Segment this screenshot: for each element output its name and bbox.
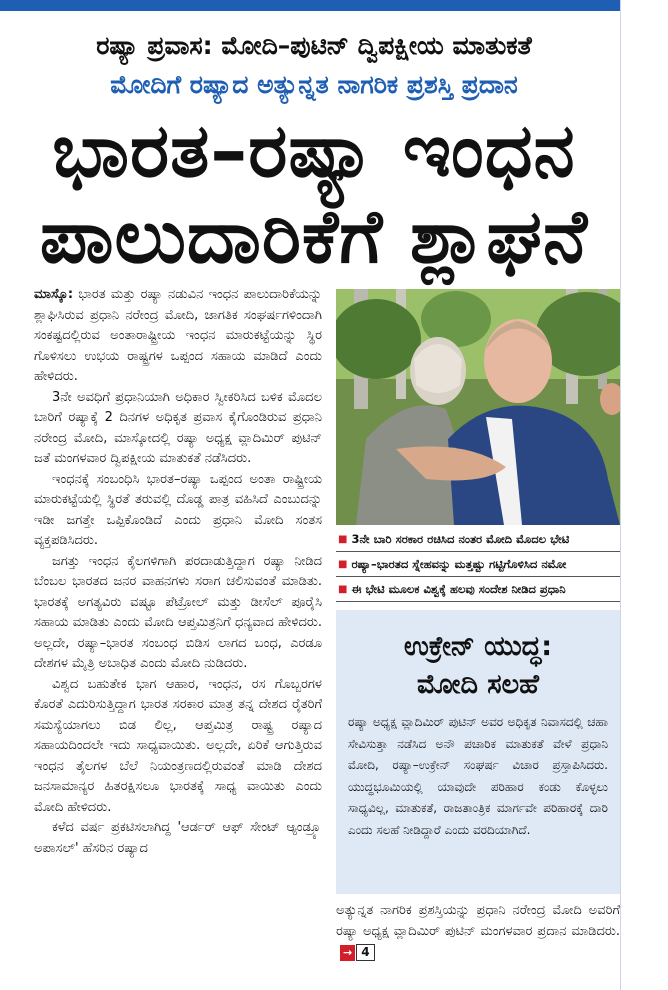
dateline: ಮಾಸ್ಕೊ: [34,287,74,302]
article-paragraph: ವಿಶ್ವದ ಬಹುತೇಕ ಭಾಗ ಆಹಾರ, ಇಂಧನ, ರಸ ಗೊಬ್ಬರಗಳ ಕೊರತೆ ಎದುರಿಸುತ್ತಿದ್ದಾಗ ಭಾರತ ಸರಕಾರ ಮಾತ್ರ ತನ್ನ ದೇಶದ ರೈತರಿಗೆ ಸಮಸ್ಯೆಯಾಗಲು ಬಿಡ ಲಿಲ್ಲ, ಆಪ್ತಮಿತ್ರ ರಾಷ್ಟ್ರ ರಷ್ಯಾದ ಸಹಾಯದಿಂದಲೇ ಇದು ಸಾಧ್ಯವಾಯಿತು. ಅಲ್ಲದೇ, ಏರಿಕೆ ಆಗುತ್ತಿರುವ ಇಂಧನ ತೈಲಗಳ ಬೆಲೆ ನಿಯಂತ್ರಣದಲ್ಲಿರುವಂತೆ ಮಾಡಿ ದೇಶದ ಜನಸಾಮಾನ್ಯರ ಹಿತರಕ್ಷಿಸಲೂ ಭಾರತಕ್ಕೆ ಸಾಧ್ಯ ವಾಯಿತು ಎಂದು ಮೋದಿ ಹೇಳಿದರು. [34,676,322,815]
article-body [34,285,322,859]
article-paragraph: 3ನೇ ಅವಧಿಗೆ ಪ್ರಧಾನಿಯಾಗಿ ಅಧಿಕಾರ ಸ್ವೀಕರಿಸಿದ ಬಳಿಕ ಮೊದಲ ಬಾರಿಗೆ ರಷ್ಯಾಕ್ಕೆ 2 ದಿನಗಳ ಅಧಿಕೃತ ಪ್ರವಾಸ ಕೈಗೊಂಡಿರುವ ಪ್ರಧಾನಿ ನರೇಂದ್ರ ಮೋದಿ, ಮಾಸ್ಕೋದಲ್ಲಿ ರಷ್ಯಾ ಅಧ್ಯಕ್ಷ ವ್ಲಾದಿಮಿರ್ ಪುಟಿನ್ ಜತೆ ಮಂಗಳವಾರ ದ್ವಿಪಕ್ಷೀಯ ಮಾತುಕತೆ ನಡೆಸಿದರು. [34,389,322,466]
ukraine-war-sidebox [336,610,620,894]
kicker-headline: ರಷ್ಯಾ ಪ್ರವಾಸ: ಮೋದಿ–ಪುಟಿನ್ ದ್ವಿಪಕ್ಷೀಯ ಮಾತುಕತೆ [96,31,532,60]
sidebox-body: ರಷ್ಯಾ ಅಧ್ಯಕ್ಷ ವ್ಲಾದಿಮಿರ್ ಪುಟಿನ್ ಅವರ ಅಧಿಕೃತ ನಿವಾಸದಲ್ಲಿ ಚಹಾ ಸೇವಿಸುತ್ತಾ ನಡೆಸಿದ ಅನೌ ಪಚಾರಿಕ ಮಾತುಕತೆ ವೇಳೆ ಪ್ರಧಾನಿ ಮೋದಿ, ರಷ್ಯಾ–ಉಕ್ರೇನ್ ಸಂಘರ್ಷ ವಿಚಾರ ಪ್ರಸ್ತಾಪಿಸಿದರು. ಯುದ್ಧಭೂಮಿಯಲ್ಲಿ ಯಾವುದೇ ಪರಿಹಾರ ಕಂಡು ಕೊಳ್ಳಲು ಸಾಧ್ಯವಿಲ್ಲ, ಮಾತುಕತೆ, ರಾಜತಾಂತ್ರಿಕ ಮಾರ್ಗವೇ ಪರಿಹಾರಕ್ಕೆ ದಾರಿ ಎಂದು ಸಲಹೆ ನೀಡಿದ್ದಾರೆ ಎಂದು ವರದಿಯಾಗಿದೆ. [348,715,608,837]
main-headline [16,108,612,280]
article-paragraph: ಮಾಸ್ಕೊ: ಭಾರತ ಮತ್ತು ರಷ್ಯಾ ನಡುವಿನ ಇಂಧನ ಪಾಲುದಾರಿಕೆಯನ್ನು ಶ್ಲಾಘಿಸಿರುವ ಪ್ರಧಾನಿ ನರೇಂದ್ರ ಮೋದಿ, ಜಾಗತಿಕ ಸಂಘರ್ಷಗಳಿಂದಾಗಿ ಸಂಕಷ್ಟದಲ್ಲಿರುವ ಅಂತಾರಾಷ್ಟ್ರೀಯ ಇಂಧನ ಮಾರುಕಟ್ಟೆಯನ್ನು ಸ್ಥಿರ ಗೊಳಿಸಲು ಉಭಯ ರಾಷ್ಟ್ರಗಳ ಒಪ್ಪಂದ ಸಹಾಯ ಮಾಡಿದೆ ಎಂದು ಹೇಳಿದರು. [34,287,322,384]
photo-caption: ■ 3ನೇ ಬಾರಿ ಸರಕಾರ ರಚಿಸಿದ ನಂತರ ಮೋದಿ ಮೊದಲ ಭೇಟಿ [336,527,620,552]
photo-illustration [336,289,620,525]
headline-line-2: ಪಾಲುದಾರಿಕೆಗೆ ಶ್ಲಾಘನೆ [39,194,589,280]
sub-headline: ಮೋದಿಗೆ ರಷ್ಯಾದ ಅತ್ಯುನ್ನತ ನಾಗರಿಕ ಪ್ರಶಸ್ತಿ ಪ್ರದಾನ [110,70,518,99]
photo-caption: ■ ರಷ್ಯಾ–ಭಾರತದ ಸ್ನೇಹವನ್ನು ಮತ್ತಷ್ಟು ಗಟ್ಟಿಗೊಳಿಸಿದ ನಮೋ [336,552,620,577]
top-color-bar [0,0,620,11]
red-square-bullet-icon: ■ [338,583,348,595]
headline-line-1: ಭಾರತ–ರಷ್ಯಾ ಇಂಧನ [52,108,576,194]
article-paragraph: ಇಂಧನಕ್ಕೆ ಸಂಬಂಧಿಸಿ ಭಾರತ–ರಷ್ಯಾ ಒಪ್ಪಂದ ಅಂತಾ ರಾಷ್ಟ್ರೀಯ ಮಾರುಕಟ್ಟೆಯಲ್ಲಿ ಸ್ಥಿರತೆ ತರುವಲ್ಲಿ ದೊಡ್ಡ ಪಾತ್ರ ವಹಿಸಿದೆ ಎಂಬುದನ್ನು ಇಡೀ ಜಗತ್ತೇ ಒಪ್ಪಿಕೊಂಡಿದೆ ಎಂದು ಪ್ರಧಾನಿ ಮೋದಿ ಸಂತಸ ವ್ಯಕ್ತಪಡಿಸಿದರು. [34,471,322,548]
red-square-bullet-icon: ■ [338,558,348,570]
photo-caption: ■ ಈ ಭೇಟಿ ಮೂಲಕ ವಿಶ್ವಕ್ಕೆ ಹಲವು ಸಂದೇಶ ನೀಡಿದ ಪ್ರಧಾನಿ [336,577,620,602]
article-paragraph: ಜಗತ್ತು ಇಂಧನ ಕೈಲಗಳಿಗಾಗಿ ಪರದಾಡುತ್ತಿದ್ದಾಗ ರಷ್ಯಾ ನೀಡಿದ ಬೆಂಬಲ ಭಾರತದ ಜನರ ವಾಹನಗಳು ಸರಾಗ ಚಲಿಸುವಂತೆ ಮಾಡಿತು. ಭಾರತಕ್ಕೆ ಅಗತ್ಯವಿರು ವಷ್ಟೂ ಪೆಟ್ರೋಲ್ ಮತ್ತು ಡೀಸೆಲ್ ಪೂರೈಸಿ ಸಹಾಯ ಮಾಡಿತು ಎಂದು ಮೋದಿ ಆಪ್ತಮಿತ್ರನಿಗೆ ಧನ್ಯವಾದ ಹೇಳಿದರು. ಅಲ್ಲದೇ, ರಷ್ಯಾ–ಭಾರತ ಸಂಬಂಧ ಬಿಡಿಸ ಲಾಗದ ಬಂಧ, ಎರಡೂ ದೇಶಗಳ ಮೈತ್ರಿ ಅಬಾಧಿತ ಎಂದು ಮೋದಿ ನುಡಿದರು. [34,553,322,671]
page-margin-line [620,0,621,990]
article-paragraph: ಕಳೆದ ವರ್ಷ ಪ್ರಕಟಿಸಲಾಗಿದ್ದ 'ಆರ್ಡರ್ ಆಫ್ ಸೇಂಟ್ ಆ್ಯಂಡ್ರ್ಯೂ ಅಪಾಸಲ್' ಹೆಸರಿನ ರಷ್ಯಾದ [34,820,322,856]
article-continuation: ಅತ್ಯುನ್ನತ ನಾಗರಿಕ ಪ್ರಶಸ್ತಿಯನ್ನು ಪ್ರಧಾನಿ ನರೇಂದ್ರ ಮೋದಿ ಅವರಿಗೆ ರಷ್ಯಾ ಅಧ್ಯಕ್ಷ ವ್ಲಾದಿಮಿರ್ ಪುಟಿನ್ ಮಂಗಳವಾರ ಪ್ರದಾನ ಮಾಡಿದರು. → 4 [336,903,620,959]
modi-putin-hug-photo [336,289,620,525]
continued-on-page[interactable] [340,944,375,961]
jump-page-number: 4 [356,944,374,961]
red-square-bullet-icon: ■ [338,533,348,545]
arrow-right-icon: → [340,945,355,961]
photo-caption-list [336,527,620,602]
sidebox-title: ಉಕ್ರೇನ್ ಯುದ್ಧ: ಮೋದಿ ಸಲಹೆ [403,631,553,700]
